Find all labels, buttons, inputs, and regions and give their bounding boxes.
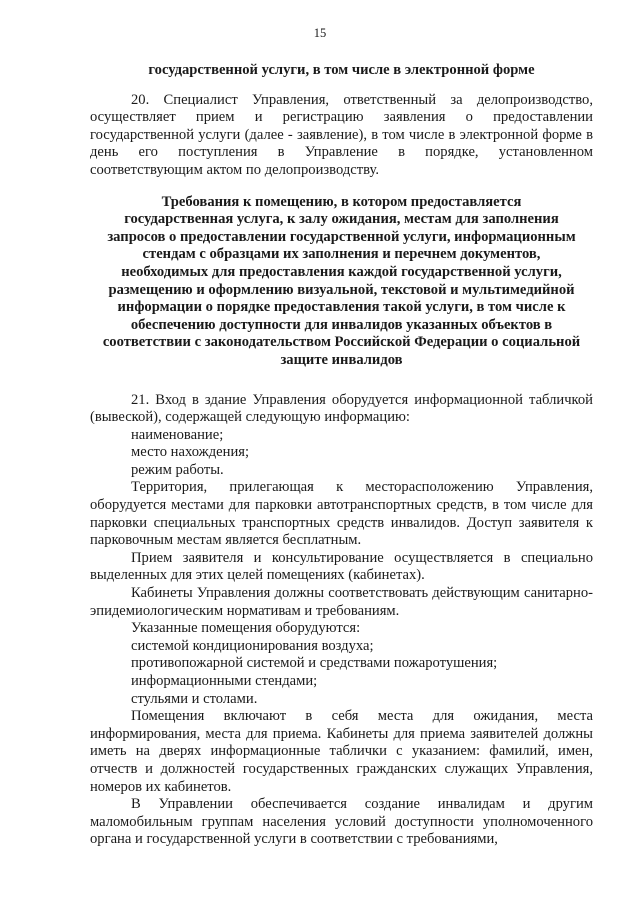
- section-title-line: обеспечению доступности для инвалидов указанных объектов в: [130, 316, 553, 333]
- paragraph-cabinets: Кабинеты Управления должны соответствовать действующим санитарно-эпидемиологическим нормативам и требованиям.: [90, 585, 593, 619]
- section-title-line: соответствии с законодательством Российской Федерации о социальной: [102, 334, 581, 351]
- list-item: стульями и столами.: [131, 690, 258, 707]
- page-number: 15: [313, 26, 327, 40]
- paragraph-territory: Территория, прилегающая к месторасположению Управления, оборудуется местами для парковки автотранспортных средств, в том числе для парковки специальных транспортных средств инвалидов. Доступ заявителя к парковочным местам является бесплатным.: [90, 479, 593, 549]
- list-item: место нахождения;: [131, 444, 250, 461]
- list-item: системой кондиционирования воздуха;: [131, 637, 374, 654]
- section-title-line: размещению и оформлению визуальной, текстовой и мультимедийной: [108, 281, 575, 298]
- section-title: [90, 194, 593, 370]
- paragraph-20: 20. Специалист Управления, ответственный за делопроизводство, осуществляет прием и регистрацию заявления о предоставлении государственной услуги (далее - заявление), в том числе в электронной форме в день его поступления в Управление в порядке, установленном соответствующим актом по делопроизводству.: [90, 91, 593, 178]
- paragraph-21: 21. Вход в здание Управления оборудуется информационной табличкой (вывеской), содержащей следующую информацию:: [90, 391, 593, 426]
- list-item: информационными стендами;: [131, 673, 318, 689]
- section-title-line: информации о порядке предоставления такой услуги, в том числе к: [117, 299, 566, 316]
- section-title-line: защите инвалидов: [280, 351, 403, 368]
- list-intro: Указанные помещения оборудуются:: [131, 620, 361, 637]
- section-title-line: запросов о предоставлении государственной услуги, информационным: [107, 228, 576, 245]
- section-title-line: стендам с образцами их заполнения и перечнем документов,: [142, 246, 541, 263]
- paragraph-reception: Прием заявителя и консультирование осуществляется в специально выделенных для этих целей помещениях (кабинетах).: [90, 549, 593, 584]
- section-title-line: Требования к помещению, в котором предоставляется: [161, 193, 522, 210]
- list-item: противопожарной системой и средствами пожаротушения;: [131, 655, 498, 672]
- list-item: режим работы.: [131, 461, 224, 478]
- list-item: наименование;: [131, 426, 224, 443]
- paragraph-premises: Помещения включают в себя места для ожидания, места информирования, места для приема. Кабинеты для приема заявителей должны иметь на дверях информационные таблички с указанием: фамилий, имен, отчеств и должностей государственных гражданских служащих Управления, номеров их кабинетов.: [90, 708, 593, 795]
- section-title-line: государственная услуга, к залу ожидания, местам для заполнения: [124, 211, 559, 228]
- heading-continuation: государственной услуги, в том числе в электронной форме: [148, 62, 535, 78]
- document-body: [90, 62, 593, 849]
- paragraph-disabled-access: В Управлении обеспечивается создание инвалидам и другим маломобильным группам населения условий доступности уполномоченного органа и государственной услуги в соответствии с требованиями,: [90, 796, 593, 848]
- section-title-line: необходимых для предоставления каждой государственной услуги,: [121, 263, 562, 280]
